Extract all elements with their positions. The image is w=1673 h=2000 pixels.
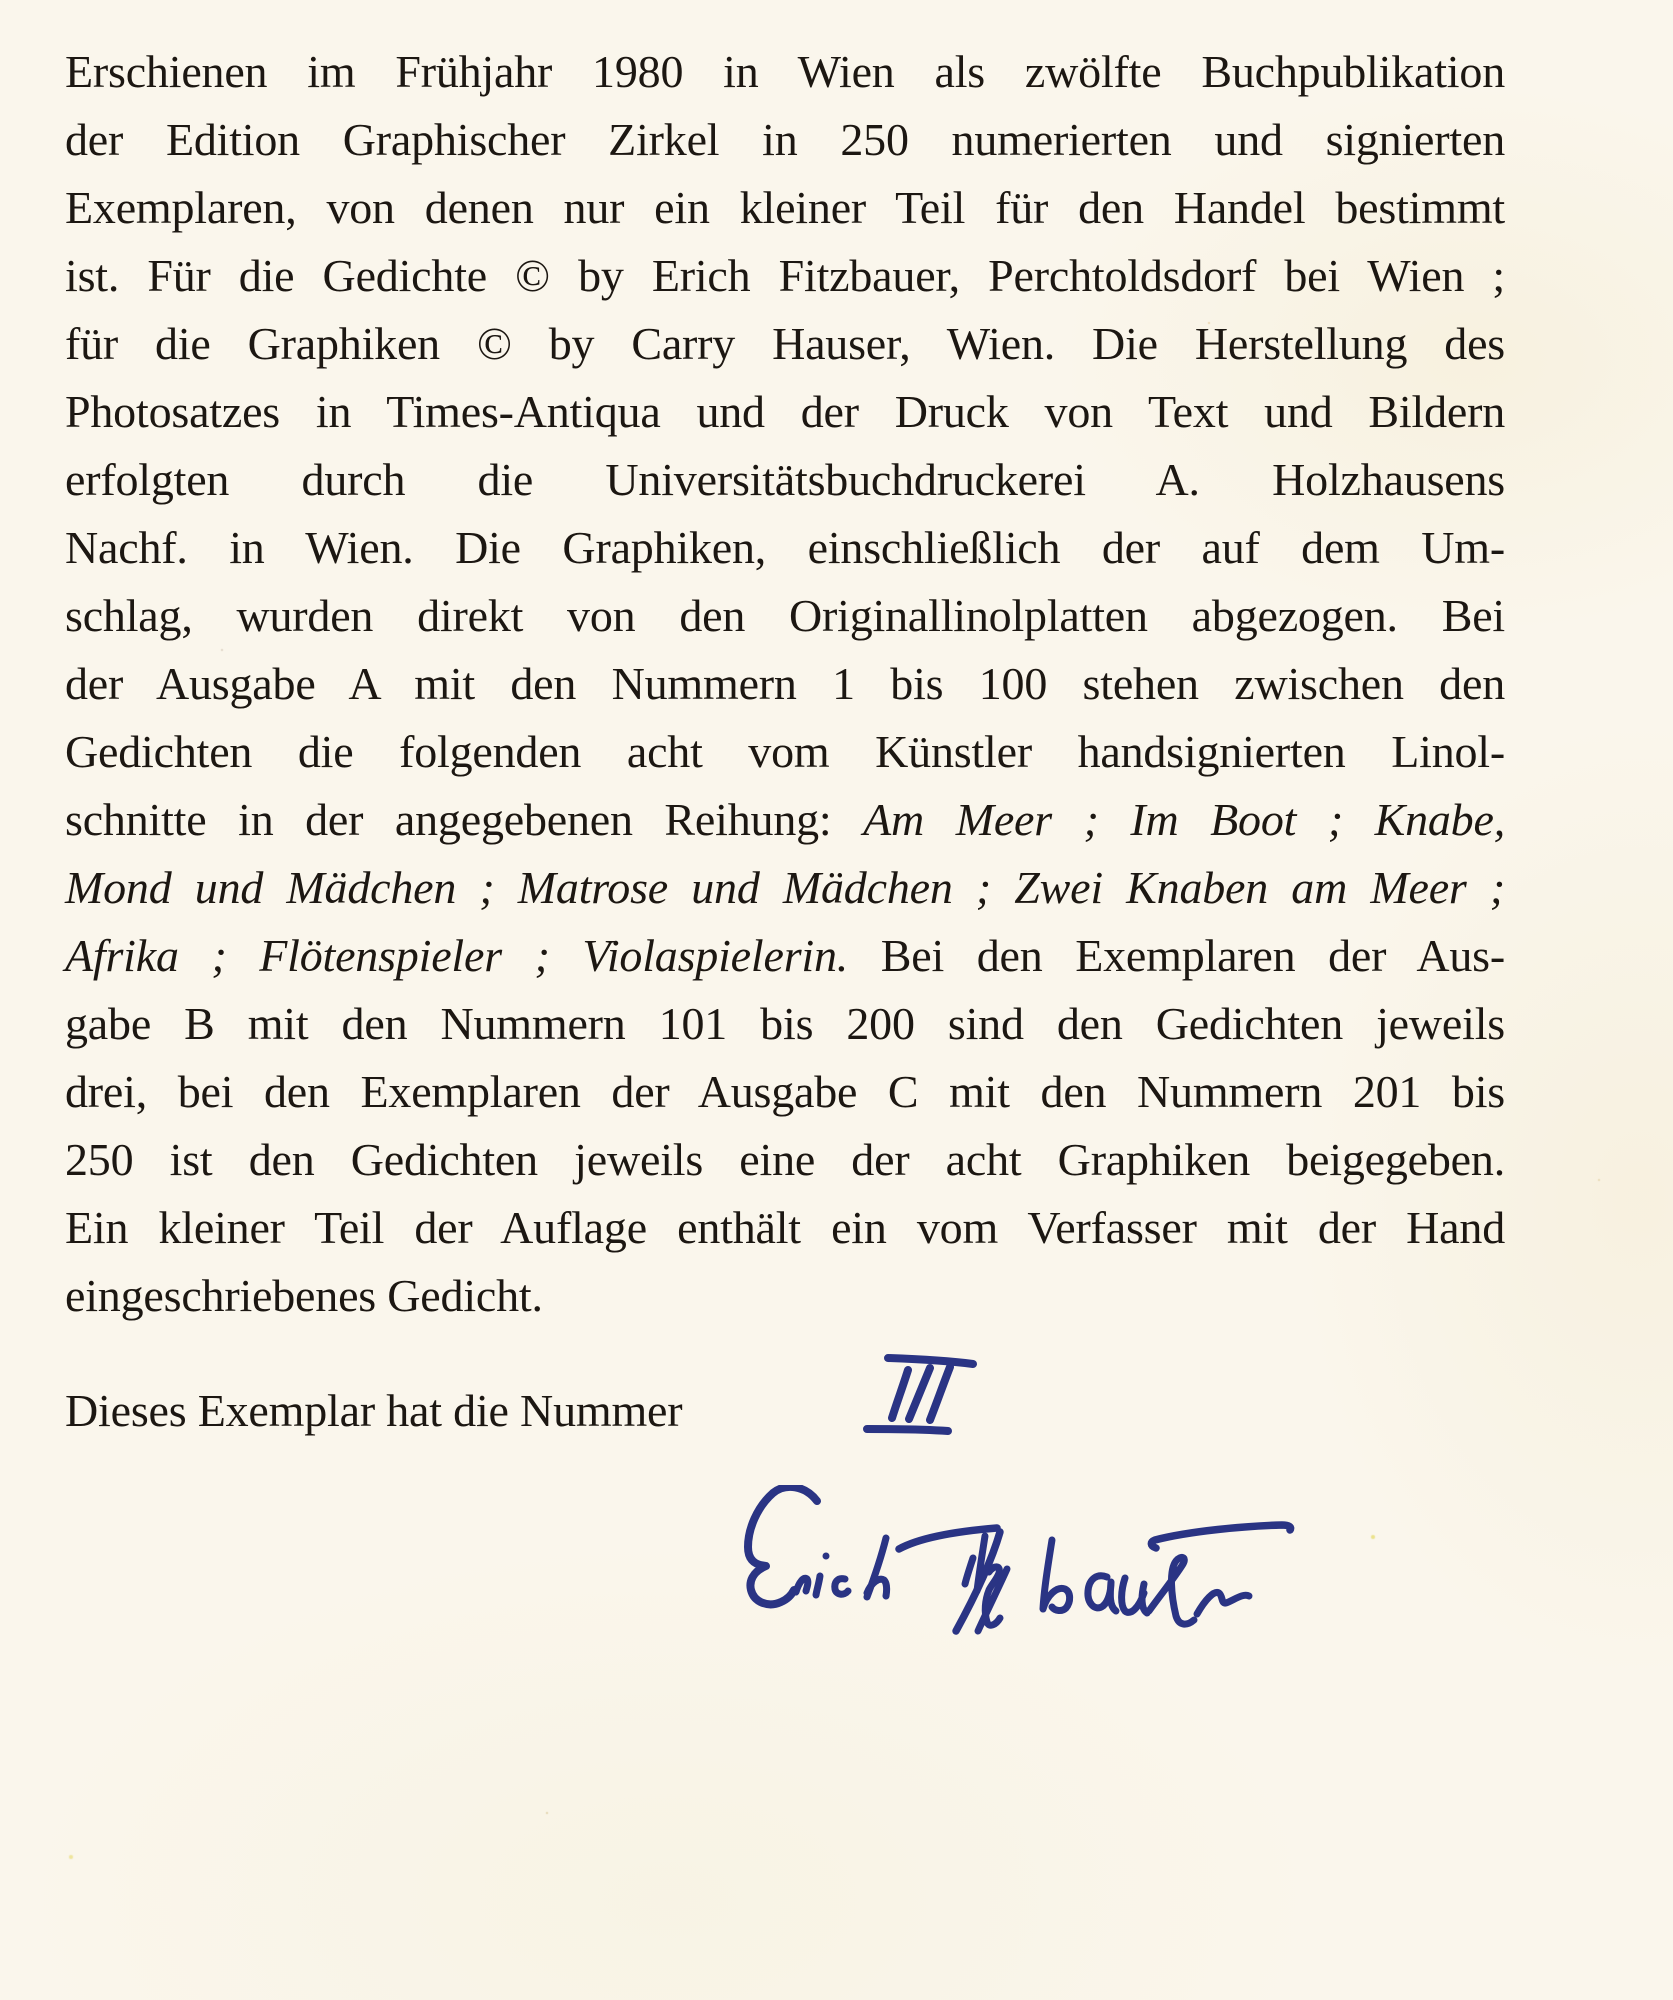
text-segment: Erschienen im Frühjahr 1980 in Wien als zwölfte Buchpublikation	[65, 46, 1505, 97]
text-line	[65, 310, 1505, 378]
text-segment: Nachf. in Wien. Die Graphiken, einschließlich der auf dem Um-	[65, 522, 1505, 573]
text-line	[65, 38, 1505, 106]
signature-ink	[735, 1485, 1305, 1715]
edition-number-label: Dieses Exemplar hat die Nummer	[65, 1385, 683, 1436]
text-line	[65, 650, 1505, 718]
text-segment: schnitte in der angegebenen Reihung:	[65, 794, 864, 845]
text-line	[65, 718, 1505, 786]
text-line	[65, 514, 1505, 582]
text-line	[65, 990, 1505, 1058]
text-segment: Photosatzes in Times-Antiqua und der Druck von Text und Bildern	[65, 386, 1505, 437]
text-segment: 250 ist den Gedichten jeweils eine der acht Graphiken beigegeben.	[65, 1134, 1505, 1185]
text-line	[65, 1262, 1505, 1330]
text-line	[65, 582, 1505, 650]
paper-specks	[0, 0, 2, 2]
text-segment: gabe B mit den Nummern 101 bis 200 sind den Gedichten jeweils	[65, 998, 1505, 1049]
text-line	[65, 786, 1505, 854]
text-segment: drei, bei den Exemplaren der Ausgabe C mit den Nummern 201 bis	[65, 1066, 1505, 1117]
text-segment: schlag, wurden direkt von den Originallinolplatten abgezogen. Bei	[65, 590, 1505, 641]
text-segment: eingeschriebenes Gedicht.	[65, 1270, 543, 1321]
text-line	[65, 1126, 1505, 1194]
text-segment: Bei den Exemplaren der Aus-	[848, 930, 1505, 981]
text-line	[65, 854, 1505, 922]
text-line	[65, 242, 1505, 310]
text-segment: der Ausgabe A mit den Nummern 1 bis 100 stehen zwischen den	[65, 658, 1505, 709]
text-line	[65, 174, 1505, 242]
artwork-title-segment: Am Meer ; Im Boot ; Knabe,	[863, 794, 1506, 845]
text-segment: Gedichten die folgenden acht vom Künstler handsignierten Linol-	[65, 726, 1505, 777]
text-line	[65, 922, 1505, 990]
colophon-text	[65, 38, 1505, 1330]
edition-number-ink	[855, 1345, 985, 1445]
text-segment: für die Graphiken © by Carry Hauser, Wien. Die Herstellung des	[65, 318, 1505, 369]
text-line	[65, 106, 1505, 174]
text-segment: der Edition Graphischer Zirkel in 250 numerierten und signierten	[65, 114, 1505, 165]
text-segment: ist. Für die Gedichte © by Erich Fitzbauer, Perchtoldsdorf bei Wien ;	[65, 250, 1505, 301]
text-segment: Ein kleiner Teil der Auflage enthält ein vom Verfasser mit der Hand	[65, 1202, 1505, 1253]
text-line	[65, 446, 1505, 514]
text-segment: Exemplaren, von denen nur ein kleiner Teil für den Handel bestimmt	[65, 182, 1505, 233]
text-line	[65, 378, 1505, 446]
edition-number-line	[65, 1377, 682, 1445]
text-segment: erfolgten durch die Universitätsbuchdruckerei A. Holzhausens	[65, 454, 1505, 505]
text-line	[65, 1194, 1505, 1262]
artwork-title-segment: Mond und Mädchen ; Matrose und Mädchen ; Zwei Knaben am Meer ;	[65, 862, 1505, 913]
text-line	[65, 1058, 1505, 1126]
artwork-title-segment: Afrika ; Flötenspieler ; Violaspielerin.	[65, 930, 849, 981]
